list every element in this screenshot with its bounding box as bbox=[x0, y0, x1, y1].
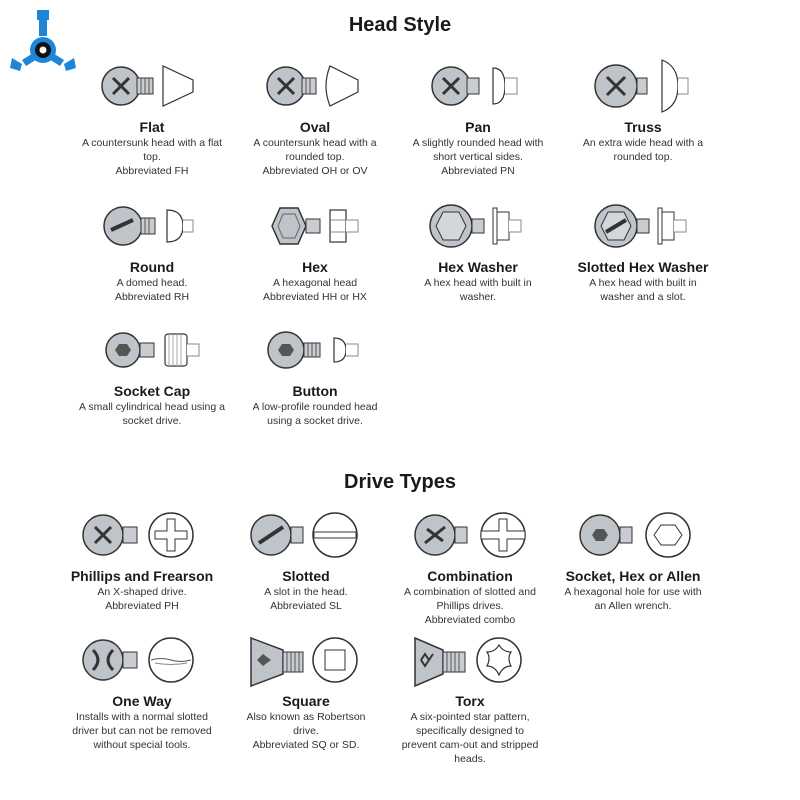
item-desc: A hexagonal hole for use with an Allen wrench. bbox=[564, 586, 702, 612]
item-desc: A small cylindrical head using a socket drive. bbox=[79, 401, 225, 427]
item-name: Hex bbox=[302, 259, 328, 275]
drive-type-slotted bbox=[221, 505, 391, 613]
item-desc: A combination of slotted and Phillips drives. Abbreviated combo bbox=[404, 586, 536, 626]
item-desc: A slightly rounded head with short vertical sides. Abbreviated PN bbox=[412, 137, 544, 177]
item-desc: A six-pointed star pattern, specifically designed to prevent cam-out and stripped heads. bbox=[401, 711, 539, 765]
head-style-flat bbox=[67, 56, 237, 178]
head-style-oval bbox=[230, 56, 400, 178]
item-desc: A hex head with built in washer and a slot. bbox=[589, 277, 697, 303]
item-desc: Also known as Robertson drive. Abbreviated SQ or SD. bbox=[246, 711, 366, 751]
drive-type-combination bbox=[385, 505, 555, 627]
head-style-hex-washer bbox=[393, 196, 563, 304]
item-name: Torx bbox=[455, 693, 485, 709]
item-name: Slotted Hex Washer bbox=[577, 259, 709, 275]
item-name: Socket Cap bbox=[113, 383, 191, 399]
item-name: Pan bbox=[465, 119, 491, 135]
head-style-button bbox=[230, 320, 400, 428]
item-desc: A countersunk head with a rounded top. Abbreviated OH or OV bbox=[253, 137, 377, 177]
item-desc: A slot in the head. Abbreviated SL bbox=[264, 586, 348, 612]
head-style-socket-cap bbox=[67, 320, 237, 428]
item-name: Button bbox=[292, 383, 338, 399]
drive-type-one-way bbox=[57, 630, 227, 752]
head-style-pan bbox=[393, 56, 563, 178]
item-desc: A hexagonal head Abbreviated HH or HX bbox=[263, 277, 367, 303]
item-name: Round bbox=[129, 259, 175, 275]
drive-types-title: Drive Types bbox=[344, 471, 456, 493]
item-desc: Installs with a normal slotted driver but can not be removed without special tools. bbox=[72, 711, 212, 751]
item-desc: A low-profile rounded head using a socket drive. bbox=[252, 401, 378, 427]
item-name: Socket, Hex or Allen bbox=[565, 568, 701, 584]
item-name: Flat bbox=[139, 119, 165, 135]
item-name: Oval bbox=[299, 119, 331, 135]
item-name: Hex Washer bbox=[438, 259, 518, 275]
drive-type-torx bbox=[385, 630, 555, 766]
head-style-hex bbox=[230, 196, 400, 304]
drive-type-phillips bbox=[57, 505, 227, 613]
item-desc: A countersunk head with a flat top. Abbreviated FH bbox=[81, 137, 223, 177]
item-desc: An X-shaped drive. Abbreviated PH bbox=[97, 586, 187, 612]
item-name: Square bbox=[282, 693, 330, 709]
drive-type-square bbox=[221, 630, 391, 752]
item-desc: A hex head with built in washer. bbox=[424, 277, 532, 303]
item-name: Phillips and Frearson bbox=[70, 568, 214, 584]
item-desc: A domed head. Abbreviated RH bbox=[114, 277, 190, 303]
item-name: Truss bbox=[624, 119, 662, 135]
item-name: Slotted bbox=[282, 568, 330, 584]
head-style-truss bbox=[558, 56, 728, 164]
item-name: Combination bbox=[427, 568, 513, 584]
drive-type-socket-hex-allen bbox=[548, 505, 718, 613]
item-desc: An extra wide head with a rounded top. bbox=[582, 137, 704, 163]
head-style-round bbox=[67, 196, 237, 304]
head-style-slotted-hex-washer bbox=[558, 196, 728, 304]
head-style-title: Head Style bbox=[348, 14, 452, 36]
item-name: One Way bbox=[112, 693, 172, 709]
